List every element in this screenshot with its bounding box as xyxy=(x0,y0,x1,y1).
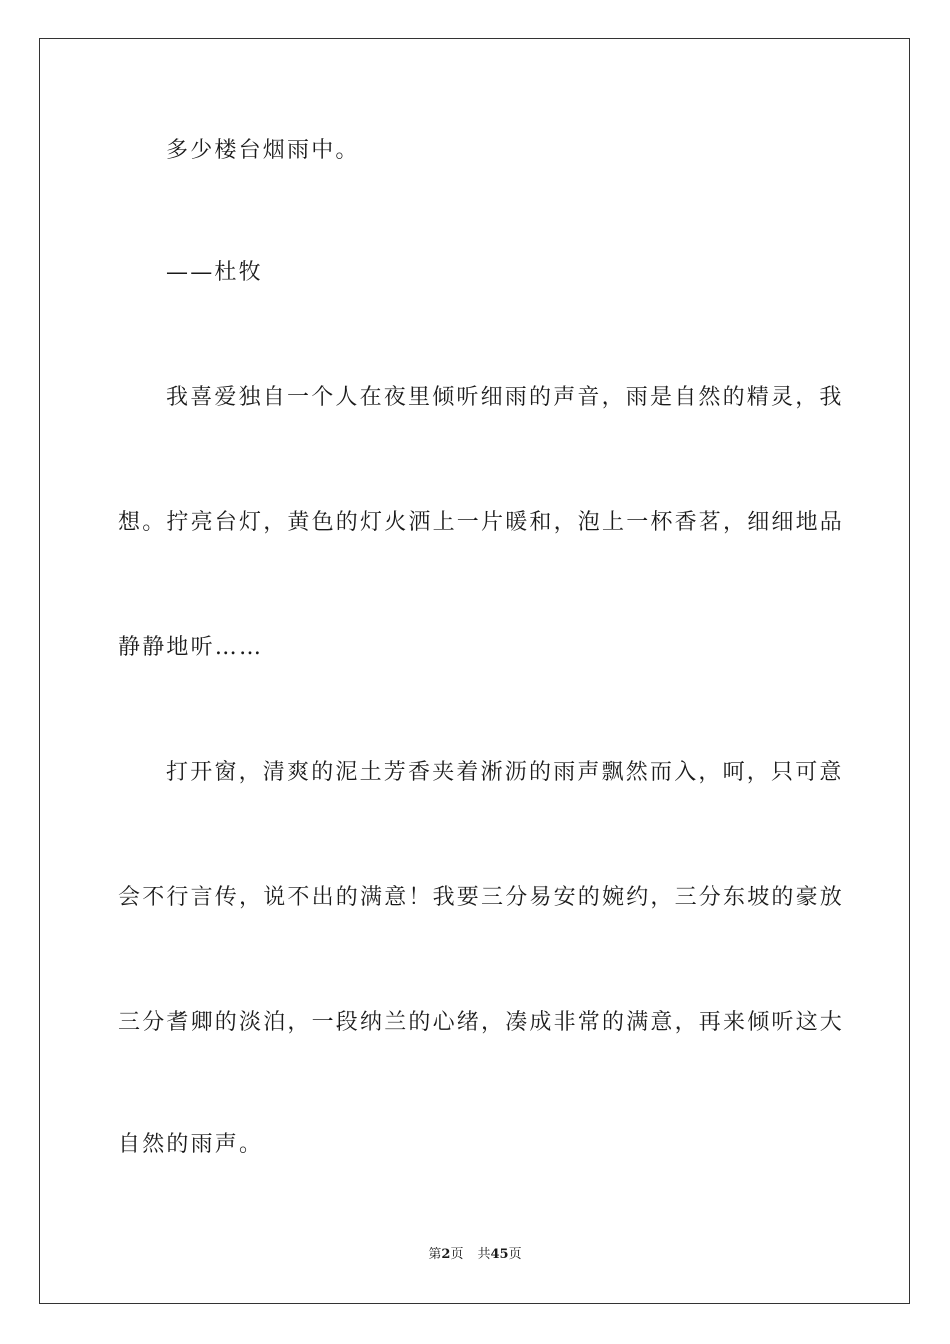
page-footer xyxy=(0,1246,950,1264)
total-suffix: 页 xyxy=(508,1247,522,1262)
paragraph-line: 静静地听…… xyxy=(118,635,264,660)
paragraph-line: 我喜爱独自一个人在夜里倾听细雨的声音，雨是自然的精灵，我 xyxy=(166,385,844,410)
page-number: 2 xyxy=(441,1247,451,1262)
poem-attribution: ——杜牧 xyxy=(166,260,263,285)
page-prefix: 第 xyxy=(428,1247,442,1262)
paragraph-line: 三分耆卿的淡泊，一段纳兰的心绪，凑成非常的满意，再来倾听这大 xyxy=(118,1010,845,1035)
paragraph-line: 会不行言传，说不出的满意！我要三分易安的婉约，三分东坡的豪放 xyxy=(118,885,845,910)
paragraph-line: 打开窗，清爽的泥土芳香夹着淅沥的雨声飘然而入，呵，只可意 xyxy=(166,760,844,785)
total-prefix: 共 xyxy=(477,1247,491,1262)
paragraph-line: 想。拧亮台灯，黄色的灯火洒上一片暖和，泡上一杯香茗，细细地品 xyxy=(118,510,845,535)
poem-line: 多少楼台烟雨中。 xyxy=(166,138,360,163)
page-suffix: 页 xyxy=(450,1247,464,1262)
paragraph-line: 自然的雨声。 xyxy=(118,1132,264,1157)
page-border xyxy=(39,38,910,1304)
total-pages: 45 xyxy=(490,1247,509,1262)
